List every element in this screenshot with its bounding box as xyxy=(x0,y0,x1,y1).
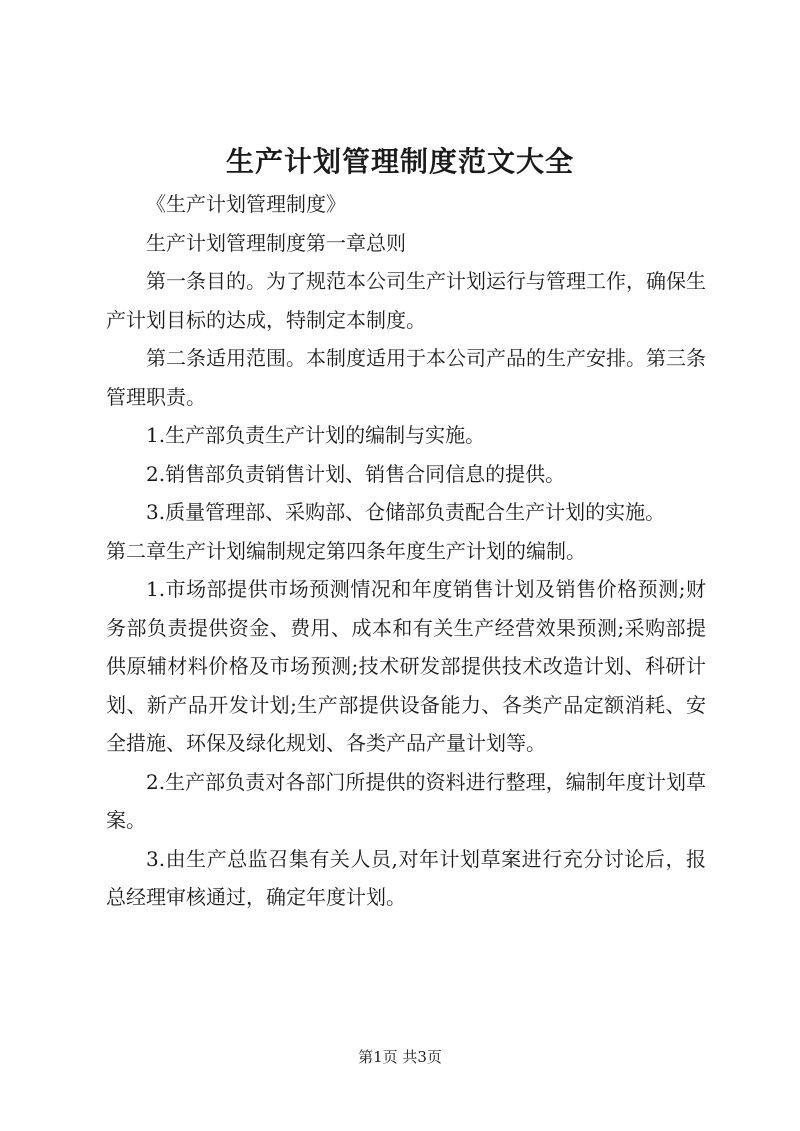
paragraph-plan-2: 2.生产部负责对各部门所提供的资料进行整理，编制年度计划草案。 xyxy=(106,769,706,832)
paragraph-article-one: 第一条目的。为了规范本公司生产计划运行与管理工作，确保生产计划目标的达成，特制定本制度。 xyxy=(106,269,706,332)
paragraph-article-two-three: 第二条适用范围。本制度适用于本公司产品的生产安排。第三条管理职责。 xyxy=(106,346,706,409)
page-number-footer: 第1页 共3页 xyxy=(358,1048,442,1066)
paragraph-plan-3: 3.由生产总监召集有关人员,对年计划草案进行充分讨论后，报总经理审核通过，确定年度计划。 xyxy=(106,846,706,909)
paragraph-duty-3: 3.质量管理部、采购部、仓储部负责配合生产计划的实施。 xyxy=(146,500,666,524)
paragraph-duty-2: 2.销售部负责销售计划、销售合同信息的提供。 xyxy=(146,461,566,486)
document-title: 生产计划管理制度范文大全 xyxy=(225,145,574,178)
paragraph-duty-1: 1.生产部负责生产计划的编制与实施。 xyxy=(146,423,486,447)
paragraph-chapter-one-heading: 生产计划管理制度第一章总则 xyxy=(146,230,406,255)
paragraph-book-title: 《生产计划管理制度》 xyxy=(146,192,346,216)
paragraph-chapter-two-heading: 第二章生产计划编制规定第四条年度生产计划的编制。 xyxy=(106,538,586,563)
document-body xyxy=(106,185,706,917)
paragraph-plan-1: 1.市场部提供市场预测情况和年度销售计划及销售价格预测;财务部负责提供资金、费用、成本和有关生产经营效果预测;采购部提供原辅材料价格及市场预测;技术研发部提供技术改造计划、科研计划、新产品开发计划;生产部提供设备能力、各类产品定额消耗、安全措施、环保及绿化规划、各类产品产量计划等。 xyxy=(106,577,706,755)
